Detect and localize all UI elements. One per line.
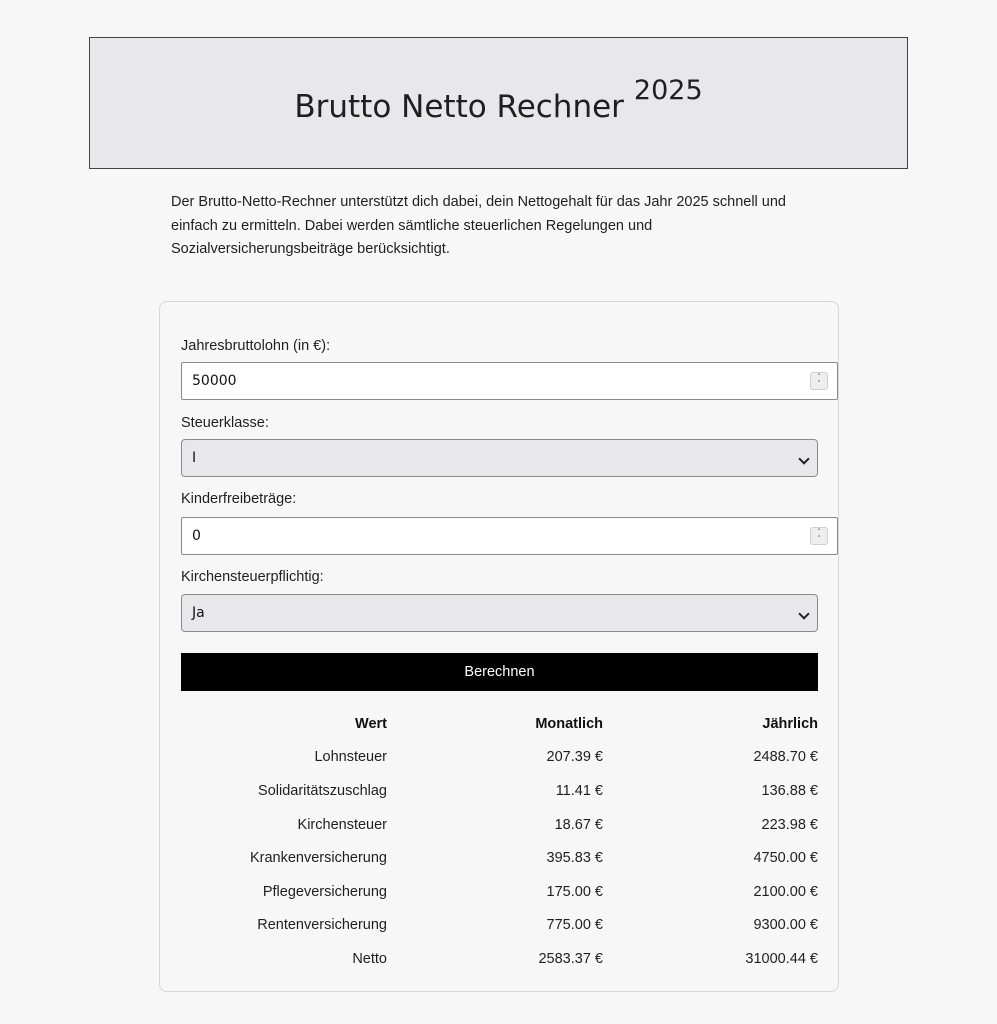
child-allowance-value: 0 (192, 528, 201, 544)
row-monthly: 18.67 € (554, 816, 603, 833)
table-row-net (181, 942, 818, 976)
row-monthly: 395.83 € (546, 850, 603, 867)
spinner-up-icon: ˄ (817, 373, 821, 381)
row-yearly: 223.98 € (761, 816, 818, 833)
calculator-card (159, 301, 839, 992)
row-yearly: 31000.44 € (745, 950, 818, 967)
header-yearly: Jährlich (762, 715, 818, 732)
row-yearly: 2488.70 € (753, 749, 818, 766)
table-row (181, 808, 818, 842)
row-yearly: 9300.00 € (753, 917, 818, 934)
child-allowance-input[interactable] (181, 517, 838, 555)
row-yearly: 4750.00 € (753, 850, 818, 867)
tax-class-label: Steuerklasse: (181, 415, 269, 431)
tax-class-value: I (192, 450, 197, 466)
row-monthly: 207.39 € (546, 749, 603, 766)
row-yearly: 2100.00 € (753, 883, 818, 900)
intro-text: Der Brutto-Netto-Rechner unterstützt dich dabei, dein Nettogehalt für das Jahr 2025 schnell und einfach zu ermitteln. Dabei werden sämtliche steuerlichen Regelungen und Sozialversicherungsbeiträge berücksichtigt. (171, 194, 786, 257)
row-monthly: 2583.37 € (538, 950, 603, 967)
table-row (181, 875, 818, 909)
church-tax-value: Ja (192, 605, 205, 621)
calculate-button[interactable]: Berechnen (181, 653, 818, 691)
row-yearly: 136.88 € (761, 782, 818, 799)
church-tax-label: Kirchensteuerpflichtig: (181, 569, 324, 585)
tax-class-select[interactable] (181, 439, 818, 477)
row-label: Netto (352, 950, 387, 967)
header-monthly: Monatlich (535, 715, 603, 732)
row-label: Lohnsteuer (314, 749, 387, 766)
row-label: Krankenversicherung (249, 850, 387, 867)
row-label: Kirchensteuer (297, 816, 387, 833)
results-table (181, 707, 818, 976)
results-header-row (181, 707, 818, 741)
gross-input[interactable] (181, 362, 838, 400)
spinner-down-icon: ˅ (817, 380, 821, 388)
gross-input-value: 50000 (192, 373, 237, 389)
church-tax-select[interactable] (181, 594, 818, 632)
table-row (181, 909, 818, 943)
chevron-down-icon (798, 453, 809, 464)
spinner-down-icon: ˅ (817, 535, 821, 543)
chevron-down-icon (798, 608, 809, 619)
header-value: Wert (355, 715, 387, 732)
child-allowance-label: Kinderfreibeträge: (181, 491, 297, 507)
page-title-year: 2025 (633, 75, 703, 106)
spinner-up-icon: ˄ (817, 528, 821, 536)
row-monthly: 775.00 € (546, 917, 603, 934)
row-label: Pflegeversicherung (262, 883, 387, 900)
row-monthly: 11.41 € (555, 782, 603, 799)
child-allowance-spinner-icon[interactable] (810, 527, 828, 545)
row-label: Solidaritätszuschlag (258, 782, 387, 799)
table-row (181, 841, 818, 875)
gross-spinner-icon[interactable] (810, 372, 828, 390)
table-row (181, 774, 818, 808)
gross-label: Jahresbruttolohn (in €): (181, 338, 331, 354)
header-banner (89, 37, 908, 169)
page-title-text: Brutto Netto Rechner (294, 89, 624, 125)
row-monthly: 175.00 € (546, 883, 603, 900)
page-title (294, 75, 703, 125)
table-row (181, 741, 818, 775)
row-label: Rentenversicherung (257, 917, 387, 934)
